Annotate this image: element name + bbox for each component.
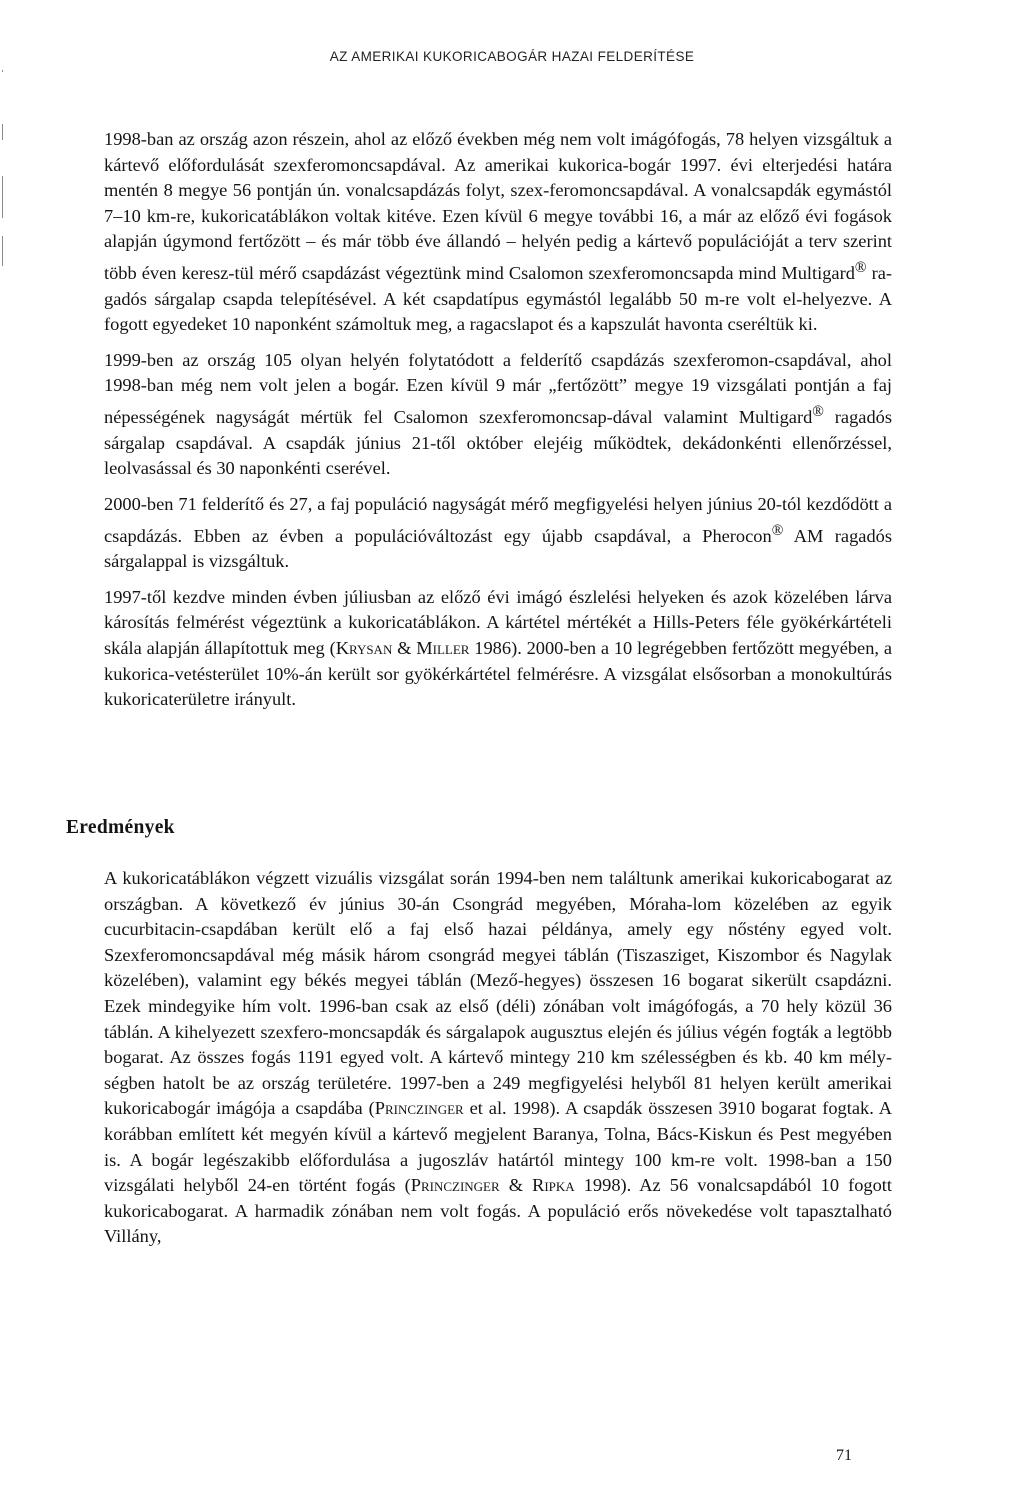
scan-margin-mark — [2, 236, 3, 266]
paragraph-2000-trapping: 2000-ben 71 felderítő és 27, a faj populáció nagyságát mérő megfigyelési helyen június 20-tól kezdődött a csapdázás. Ebben az évben a populációváltozást egy újabb csapdával, a Pherocon® AM ragadós sárgalappal is vizsgáltuk. — [104, 493, 892, 572]
citation-author: Princzinger — [410, 1175, 500, 1196]
running-header: AZ AMERIKAI KUKORICABOGÁR HAZAI FELDERÍTÉSE — [329, 49, 695, 64]
methods-text — [104, 127, 892, 713]
citation-author: Krysan — [335, 638, 393, 659]
scan-margin-mark — [2, 176, 3, 218]
citation-author: Ripka — [532, 1175, 575, 1196]
scan-margin-mark — [2, 124, 3, 140]
paragraph-results: A kukoricatáblákon végzett vizuális vizsgálat során 1994-ben nem találtunk amerikai kukoricabogarat az országban. A következő év június 30-án Csongrád megyében, Móraha-lom közelében az egyik cucurbitacin-csapdában került elő a faj első hazai példánya, amely egy nőstény egyed volt. Szexferomoncsapdával még másik három csongrád megyei táblán (Tiszasziget, Kiszombor és Nagylak közelében), valamint egy békés megyei táblán (Mező-hegyes) összesen 16 bogarat sikerült csapdázni. Ezek mindegyike hím volt. 1996-ban csak az első (déli) zónában volt imágófogás, a 70 hely közül 36 táblán. A kihelyezett szexfero-moncsapdák és sárgalapok augusztus elején és július végén fogták a legtöbb bogarat. Az összes fogás 1191 egyed volt. A kártevő mintegy 210 km szélességben és kb. 40 km mély-ségben hatolt be az ország területére. 1997-ben a 249 megfigyelési helyből 81 helyen került amerikai kukoricabogár imágója a csapdába (Princzinger et al. 1998). A csapdák összesen 3910 bogarat fogtak. A korábban említett két megyén kívül a kártevő megjelent Baranya, Tolna, Bács-Kiskun és Pest megyében is. A bogár legészakibb előfordulása a jugoszláv határtól mintegy 100 km-re volt. 1998-ban a 150 vizsgálati helyből 24-en történt fogás (Princzinger & Ripka 1998). Az 56 vonalcsapdából 10 fogott kukoricabogarat. A harmadik zónában nem volt fogás. A populáció erős növekedése volt tapasztalható Villány, — [104, 868, 892, 1247]
paragraph-larva-survey: 1997-től kezdve minden évben júliusban az előző évi imágó észlelési helyeken és azok közelében lárva károsítás felmérést végeztünk a kukoricatáblákon. A kártétel mértékét a Hills-Peters féle gyökérkártételi skála alapján állapítottuk meg (Krysan & Miller 1986). 2000-ben a 10 legrégebben fertőzött megyében, a kukorica-vetésterület 10%-án került sor gyökérkártétel felmérésre. A vizsgálat elsősorban a monokultúrás kukoricaterületre irányult. — [104, 586, 892, 710]
citation-author: Princzinger — [374, 1098, 464, 1119]
registered-mark: ® — [771, 521, 784, 539]
registered-mark: ® — [854, 258, 867, 276]
registered-mark: ® — [812, 403, 824, 421]
page-number: 71 — [836, 1447, 852, 1464]
paragraph-1998-trapping: 1998-ban az ország azon részein, ahol az előző években még nem volt imágófogás, 78 helyen vizsgáltuk a kártevő előfordulását szexferomoncsapdával. Az amerikai kukorica-bogár 1997. évi elterjedési határa mentén 8 megye 56 pontján ún. vonalcsapdázás folyt, szex-feromoncsapdával. A vonalcsapdák egymástól 7–10 km-re, kukoricatáblákon voltak kitéve. Ezen kívül 6 megye további 16, a már az előző évi fogások alapján úgymond fertőzött – és már több éve állandó – helyén pedig a kártevő populációját a terv szerint több éven keresz-tül mérő csapdázást végeztünk mind Csalomon szexferomoncsapda mind Multigard® ra-gadós sárgalap csapda telepítésével. A két csapdatípus egymástól legalább 50 m-re volt el-helyezve. A fogott egyedeket 10 naponként számoltuk meg, a ragacslapot és a kapszulát havonta cseréltük ki. — [104, 129, 892, 335]
citation-author: Miller — [416, 638, 470, 659]
results-text — [104, 866, 892, 1250]
results-heading: Eredmények — [66, 817, 175, 838]
scan-margin-mark — [2, 70, 3, 72]
paragraph-1999-trapping: 1999-ben az ország 105 olyan helyén folytatódott a felderítő csapdázás szexferomon-csapdával, ahol 1998-ban még nem volt jelen a bogár. Ezen kívül 9 már „fertőzött” megye 19 vizsgálati pontján a faj népességének nagyságát mértük fel Csalomon szexferomoncsap-dával valamint Multigard® ragadós sárgalap csapdával. A csapdák június 21-től október elejéig működtek, dekádonkénti ellenőrzéssel, leolvasással és 30 naponkénti cserével. — [104, 349, 892, 479]
